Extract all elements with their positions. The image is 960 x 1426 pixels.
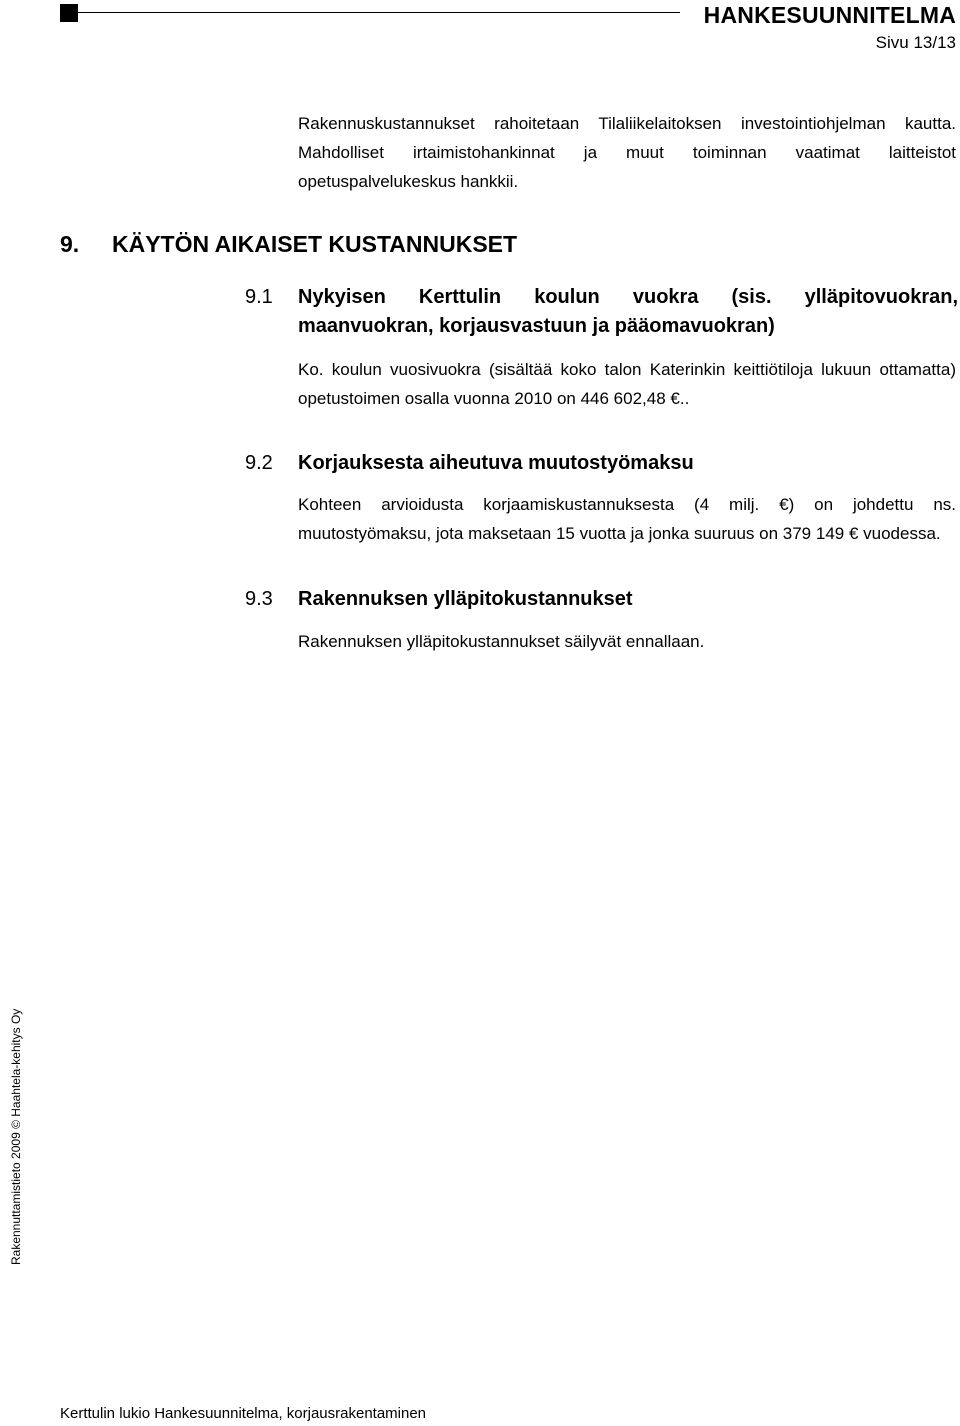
subsection-title-9-2: Korjauksesta aiheutuva muutostyömaksu (298, 452, 694, 474)
subsection-text-9-1: Ko. koulun vuosivuokra (sisältää koko talon Katerinkin keittiötiloja lukuun ottamatta) opetustoimen osalla vuonna 2010 on 446 602,48 €.. (298, 360, 956, 408)
subsection-text-9-3: Rakennuksen ylläpitokustannukset säilyvät ennallaan. (298, 632, 705, 651)
section-heading-9 (60, 229, 517, 259)
subsection-number-9-2: 9.2 (245, 452, 273, 474)
intro-paragraph: Rakennuskustannukset rahoitetaan Tilaliikelaitoksen investointiohjelman kautta. Mahdolliset irtaimistohankinnat ja muut toiminnan vaatimat laitteistot opetuspalvelukeskus hankkii. (298, 114, 956, 191)
section-title: KÄYTÖN AIKAISET KUSTANNUKSET (112, 231, 518, 257)
copyright-sidebar: Rakennuttamistieto 2009 © Haahtela-kehitys Oy (9, 1008, 23, 1265)
subsection-title-9-3: Rakennuksen ylläpitokustannukset (298, 588, 633, 610)
page-number: Sivu 13/13 (875, 33, 956, 52)
subsection-title-9-1: Nykyisen Kerttulin koulun vuokra (sis. ylläpitovuokran, maanvuokran, korjausvastuun ja pääomavuokran) (298, 286, 958, 337)
section-number: 9. (60, 231, 80, 257)
page-footer: Kerttulin lukio Hankesuunnitelma, korjausrakentaminen (60, 1405, 427, 1422)
subsection-text-9-2: Kohteen arvioidusta korjaamiskustannuksesta (4 milj. €) on johdettu ns. muutostyömaksu, jota maksetaan 15 vuotta ja jonka suuruus on 379 149 € vuodessa. (298, 495, 956, 543)
header-square-mark (60, 4, 78, 22)
header-rule (78, 12, 680, 13)
document-title: HANKESUUNNITELMA (703, 2, 956, 28)
subsection-number-9-3: 9.3 (245, 588, 273, 610)
subsection-number-9-1: 9.1 (245, 286, 273, 308)
